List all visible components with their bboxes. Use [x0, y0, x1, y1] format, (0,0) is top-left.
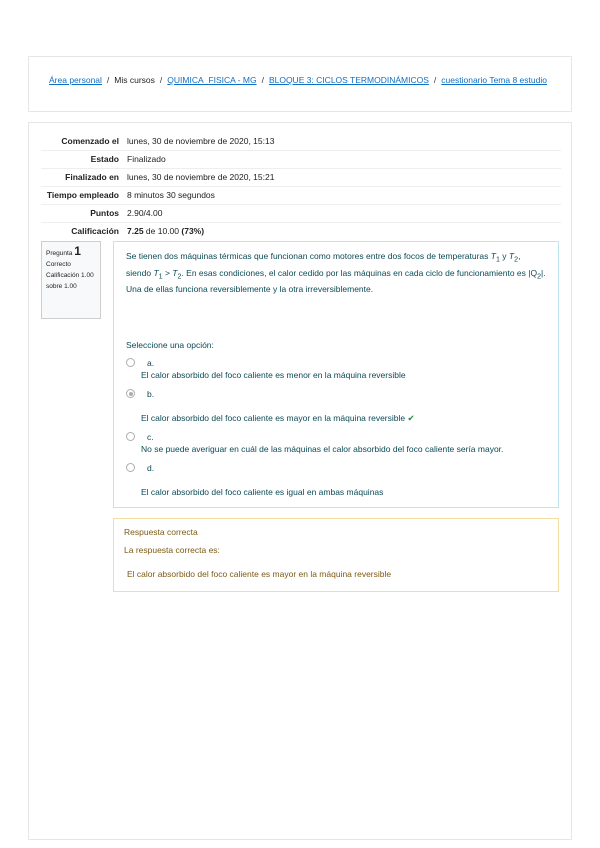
summary-value: lunes, 30 de noviembre de 2020, 15:13: [127, 136, 275, 146]
summary-row-grade: [41, 223, 561, 241]
breadcrumb-link-quiz[interactable]: cuestionario Tema 8 estudio: [441, 75, 547, 85]
question-text: Se tienen dos máquinas térmicas que funcionan como motores entre dos focos de temperaturas $T_1$ y $T_2$, siendo $T_1 > T_2$. En esas condiciones, el calor cedido por las máquinas en cada ciclo de funcionamiento es $|Q_2|$. Una de ellas funciona reversiblemente y la otra irreversiblemente.: [126, 251, 546, 295]
feedback-box: [113, 518, 559, 592]
grade-percent: (73%): [181, 226, 205, 236]
breadcrumb-mis-cursos: Mis cursos: [114, 75, 155, 85]
breadcrumb-link-section[interactable]: BLOQUE 3: CICLOS TERMODINÁMICOS: [268, 75, 429, 85]
answer-prompt: Seleccione una opción:: [126, 340, 214, 350]
summary-row: [41, 205, 561, 223]
summary-label: Estado: [41, 151, 125, 169]
feedback-intro: La respuesta correcta es:: [124, 545, 220, 555]
summary-row: [41, 151, 561, 169]
answer-letter: a.: [147, 358, 155, 368]
breadcrumb-link-course[interactable]: QUIMICA_FISICA - MG: [167, 75, 257, 85]
breadcrumb-separator: /: [106, 75, 110, 85]
answer-letter: d.: [147, 463, 155, 473]
breadcrumb-separator: /: [261, 75, 264, 85]
check-icon: ✔: [407, 413, 415, 423]
feedback-correct-answer: El calor absorbido del foco caliente es mayor en la máquina reversible: [127, 569, 392, 579]
summary-value: lunes, 30 de noviembre de 2020, 15:21: [125, 169, 561, 187]
answer-letter: c.: [147, 432, 154, 442]
breadcrumb-separator: /: [433, 75, 437, 85]
question-mark: Calificación 1.00 sobre 1.00: [46, 272, 94, 290]
summary-label: Comenzado el: [61, 136, 119, 146]
radio-button[interactable]: [126, 358, 135, 367]
breadcrumb-card: [28, 56, 572, 112]
breadcrumb-link-area-personal[interactable]: Área personal: [49, 75, 102, 85]
answer-text: No se puede averiguar en cuál de las máquinas el calor absorbido del foco caliente sería mayor.: [141, 444, 504, 454]
grade-value: 7.25: [127, 226, 144, 236]
breadcrumb: [49, 75, 547, 85]
grade-label: Calificación: [41, 223, 125, 241]
radio-button-selected[interactable]: [126, 389, 135, 398]
question-state: Correcto: [46, 261, 71, 268]
summary-label: Finalizado en: [41, 169, 125, 187]
answer-letter: b.: [147, 389, 155, 399]
question-number: 1: [74, 244, 81, 258]
grade-of: de 10.00: [145, 226, 180, 236]
radio-button[interactable]: [126, 463, 135, 472]
answer-text-line: [141, 412, 415, 425]
summary-label: Tiempo empleado: [41, 187, 125, 205]
answer-text: El calor absorbido del foco caliente es igual en ambas máquinas: [141, 487, 384, 497]
summary-row: [41, 169, 561, 187]
summary-row: [41, 187, 561, 205]
answer-text: El calor absorbido del foco caliente es menor en la máquina reversible: [141, 370, 406, 380]
feedback-result: Respuesta correcta: [124, 527, 198, 537]
attempt-summary-table: [41, 133, 561, 240]
question-label: Pregunta: [46, 250, 73, 257]
radio-button[interactable]: [126, 432, 135, 441]
summary-value: Finalizado: [125, 151, 561, 169]
question-number-line: [46, 246, 96, 259]
quiz-review-card: [28, 122, 572, 840]
summary-value: 2.90/4.00: [125, 205, 561, 223]
question-info-box: [41, 241, 101, 319]
answer-text: El calor absorbido del foco caliente es mayor en la máquina reversible: [141, 413, 406, 423]
summary-value: 8 minutos 30 segundos: [125, 187, 561, 205]
summary-label: Puntos: [41, 205, 125, 223]
summary-row: [41, 133, 561, 151]
question-content: [113, 241, 559, 508]
grade-value-cell: [125, 223, 561, 241]
breadcrumb-separator: /: [159, 75, 163, 85]
